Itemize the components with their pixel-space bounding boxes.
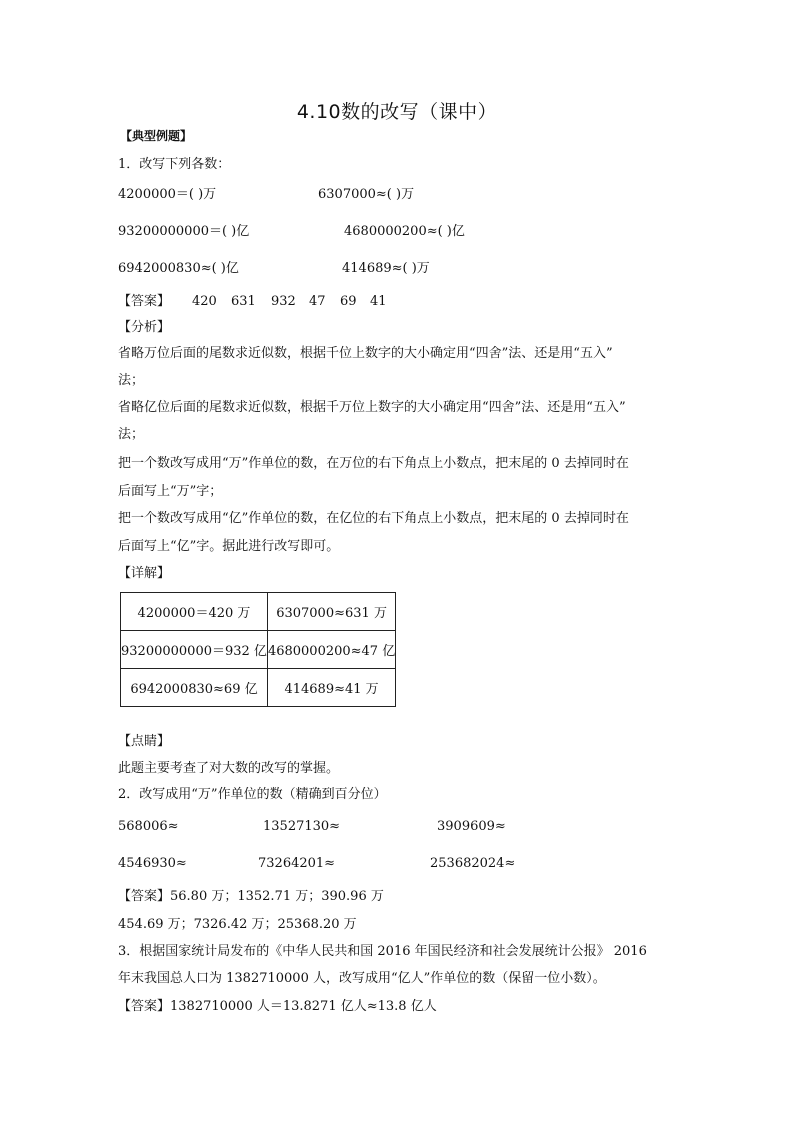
- q2-item: 253682024≈: [430, 856, 516, 871]
- q3-prompt: 3．根据国家统计局发布的《中华人民共和国 2016 年国民经济和社会发展统计公报》 2016: [118, 944, 647, 959]
- q1-blank-5: 6942000830≈( )亿: [118, 261, 239, 276]
- answer-value: 932: [271, 294, 296, 309]
- table-cell: 6942000830≈69 亿: [121, 669, 268, 707]
- answer-value: 69: [340, 294, 357, 309]
- section-heading: 【典型例题】: [120, 129, 193, 143]
- detail-table: [120, 592, 396, 707]
- q1-prompt: 1．改写下列各数：: [118, 157, 231, 172]
- q1-comment-label: 【点睛】: [118, 734, 171, 749]
- q1-detail-label: 【详解】: [118, 566, 171, 581]
- table-cell: 4680000200≈47 亿: [267, 631, 395, 669]
- q3-answer: 【答案】1382710000 人＝13.8271 亿人≈13.8 亿人: [118, 999, 437, 1014]
- analysis-line: 后面写上“万”字；: [118, 484, 223, 499]
- q2-item: 13527130≈: [263, 819, 341, 834]
- q1-answer-label: 【答案】: [118, 294, 171, 309]
- q2-answer: 【答案】56.80 万；1352.71 万；390.96 万: [118, 889, 384, 904]
- analysis-line: 省略亿位后面的尾数求近似数，根据千万位上数字的大小确定用“四舍”法、还是用“五入”: [118, 400, 626, 415]
- page-title: 4.10数的改写（课中）: [296, 101, 498, 123]
- analysis-line: 把一个数改写成用“亿”作单位的数，在亿位的右下角点上小数点，把末尾的 0 去掉同时在: [118, 511, 629, 526]
- answer-value: 41: [370, 294, 387, 309]
- q3-prompt-cont: 年末我国总人口为 1382710000 人，改写成用“亿人”作单位的数（保留一位小数）。: [118, 971, 606, 986]
- q1-blank-6: 414689≈( )万: [342, 261, 430, 276]
- analysis-line: 法；: [118, 373, 145, 388]
- analysis-line: 后面写上“亿”字。据此进行改写即可。: [118, 539, 340, 554]
- analysis-line: 把一个数改写成用“万”作单位的数，在万位的右下角点上小数点，把末尾的 0 去掉同时在: [118, 456, 629, 471]
- q1-blank-1: 4200000＝( )万: [118, 187, 217, 202]
- q1-blank-2: 6307000≈( )万: [318, 187, 415, 202]
- table-cell: 6307000≈631 万: [267, 593, 395, 631]
- q1-analysis-label: 【分析】: [118, 320, 171, 335]
- table-cell: 414689≈41 万: [267, 669, 395, 707]
- q1-comment: 此题主要考查了对大数的改写的掌握。: [118, 761, 340, 776]
- table-cell: 93200000000＝932 亿: [121, 631, 268, 669]
- answer-value: 420: [192, 294, 217, 309]
- answer-value: 47: [309, 294, 326, 309]
- analysis-line: 法；: [118, 427, 145, 442]
- q1-blank-4: 4680000200≈( )亿: [344, 224, 465, 239]
- table-cell: 4200000＝420 万: [121, 593, 268, 631]
- q1-blank-3: 93200000000＝( )亿: [118, 224, 250, 239]
- q2-item: 4546930≈: [118, 856, 187, 871]
- q2-item: 73264201≈: [258, 856, 336, 871]
- q2-item: 3909609≈: [437, 819, 506, 834]
- q2-item: 568006≈: [118, 819, 179, 834]
- q2-answer-cont: 454.69 万；7326.42 万；25368.20 万: [118, 917, 357, 932]
- table-row: [121, 669, 396, 707]
- answer-value: 631: [231, 294, 256, 309]
- table-row: [121, 631, 396, 669]
- q2-prompt: 2．改写成用“万”作单位的数（精确到百分位）: [118, 787, 387, 802]
- table-row: [121, 593, 396, 631]
- analysis-line: 省略万位后面的尾数求近似数，根据千位上数字的大小确定用“四舍”法、还是用“五入”: [118, 346, 613, 361]
